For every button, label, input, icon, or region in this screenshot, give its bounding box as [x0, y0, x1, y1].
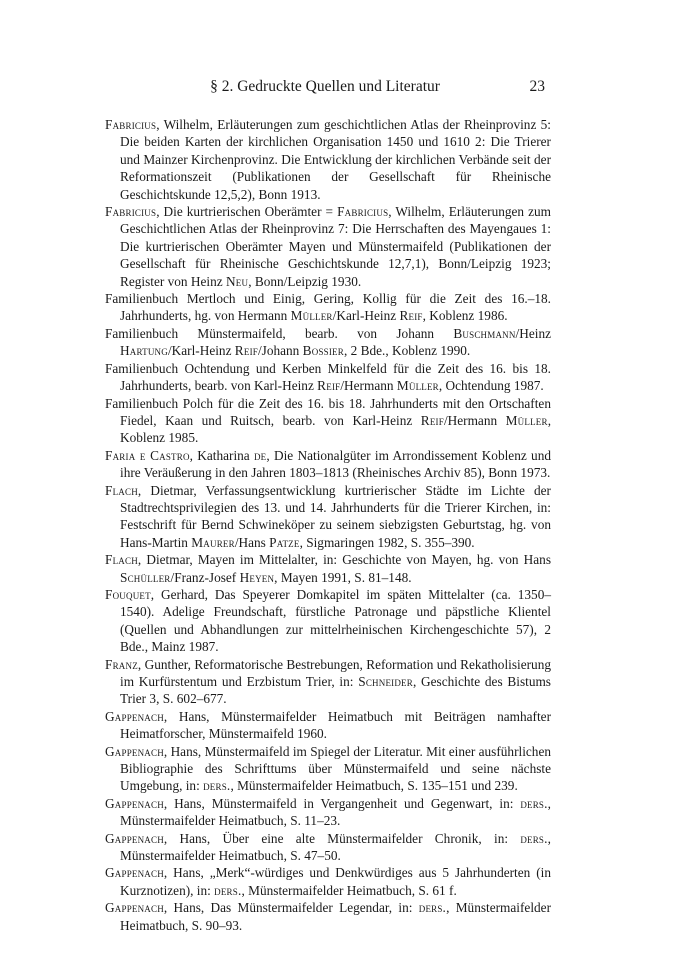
author-name: Gappenach — [105, 743, 164, 759]
entry-text: Familienbuch Ochtendung und Kerben Minkelfeld für die Zeit des 16. bis 18. Jahrhunderts, bearb. von Karl-Heinz — [105, 360, 551, 394]
bibliography-entry — [105, 360, 551, 395]
bibliography-entry — [105, 708, 551, 743]
author-name: Heyen — [239, 569, 275, 585]
entry-text: /Heinz — [515, 325, 551, 341]
author-name: Gappenach — [105, 708, 164, 724]
entry-text: , Geschichte des Bistums Trier 3, S. 602–677. — [120, 674, 551, 707]
author-name: Franz — [105, 656, 138, 672]
entry-text: , Ochtendung 1987. — [438, 378, 544, 394]
author-name: Reif — [420, 412, 444, 428]
entry-text: , Bonn/Leipzig 1930. — [248, 273, 362, 289]
author-name: Fabricius — [105, 117, 157, 132]
entry-text: , Münstermaifelder Heimatbuch, S. 11–23. — [120, 795, 551, 829]
bibliography-entry — [105, 116, 551, 203]
running-head-title: § 2. Gedruckte Quellen und Literatur — [210, 78, 440, 95]
author-name: Faria e Castro — [105, 447, 190, 463]
author-name: Maurer — [191, 534, 235, 550]
bibliography-entry — [105, 447, 551, 482]
entry-text: /Franz-Josef — [170, 569, 240, 585]
entry-text: , Hans, Das Münstermaifelder Legendar, in: — [163, 900, 419, 916]
author-name: Reif — [317, 378, 341, 394]
bibliography-entry — [105, 482, 551, 552]
entry-text: , Koblenz 1985. — [120, 412, 552, 446]
entry-text: , Münstermaifelder Heimatbuch, S. 135–151 und 239. — [230, 778, 518, 794]
running-head — [105, 78, 545, 104]
entry-text: , Gunther, Reformatorische Bestrebungen, Reformation und Rekatholisierung im Kurfürstentum und Erzbistum Trier, in: — [120, 656, 551, 689]
author-name: ders. — [418, 900, 447, 916]
author-name: Schüller — [120, 569, 171, 585]
bibliography-entry — [105, 795, 551, 830]
author-name: Reif — [399, 308, 423, 324]
bibliography-entry — [105, 656, 551, 708]
author-name: Müller — [396, 378, 439, 394]
author-name: Bossier — [302, 343, 344, 359]
entry-text: , Hans, Über eine alte Münstermaifelder Chronik, in: — [163, 830, 521, 846]
author-name: ders. — [203, 778, 231, 794]
bibliography-entry — [105, 743, 551, 795]
author-name: Fouquet — [105, 586, 151, 602]
entry-text: /Hermann — [443, 412, 506, 428]
author-name: Flach — [105, 552, 138, 568]
entry-text: Familienbuch Mertloch und Einig, Gering, Kollig für die Zeit des 16.–18. Jahrhunderts, hg. von Hermann — [105, 291, 551, 324]
entry-text: /Karl-Heinz — [332, 308, 400, 324]
author-name: Hartung — [120, 343, 168, 359]
author-name: Fabricius — [105, 204, 157, 220]
entry-text: /Johann — [257, 343, 303, 359]
bibliography-entry — [105, 899, 551, 934]
entry-text: , Hans, Münstermaifeld in Vergangenheit und Gegenwart, in: — [163, 795, 521, 811]
entry-text: Familienbuch Polch für die Zeit des 16. bis 18. Jahrhunderts mit den Ortschaften Fiedel, Kaan und Ruitsch, bearb. von Karl-Heinz — [105, 395, 551, 428]
entry-text: /Hans — [234, 534, 270, 550]
entry-text: , Hans, Münstermaifelder Heimatbuch mit Beiträgen namhafter Heimatforscher, Münstermaifeld 1960. — [120, 708, 551, 742]
bibliography-list — [105, 116, 551, 934]
author-name: ders. — [520, 830, 548, 846]
author-name: Reif — [234, 343, 258, 359]
author-name: Gappenach — [105, 830, 164, 846]
author-name: Neu — [225, 273, 249, 289]
entry-text: , Wilhelm, Erläuterungen zum geschichtlichen Atlas der Rheinprovinz 5: Die beiden Karten der kirchlichen Organisation 1450 und 1610 2: Die Trierer und Mainzer Kirchenprovinz. Die Entwicklung der kirchlichen Verbände seit der Reformationszeit (Publikationen der Gesellschaft für Rheinische Geschichtskunde 12,5,2), Bonn 1913. — [120, 117, 551, 202]
bibliography-entry — [105, 290, 551, 325]
author-name: Gappenach — [105, 865, 164, 881]
author-name: Gappenach — [105, 795, 164, 811]
entry-text: , Hans, Münstermaifeld im Spiegel der Literatur. Mit einer ausführlichen Bibliographie des Schrifttums über Münstermaifeld und seine nächste Umgebung, in: — [120, 743, 551, 794]
entry-text: Familienbuch Münstermaifeld, bearb. von Johann — [105, 325, 454, 341]
entry-text: , Münstermaifelder Heimatbuch, S. 90–93. — [120, 900, 551, 933]
entry-text: , Dietmar, Mayen im Mittelalter, in: Geschichte von Mayen, hg. von Hans — [137, 552, 551, 568]
bibliography-entry — [105, 325, 551, 360]
entry-text: , Die Nationalgüter im Arrondissement Koblenz und ihre Veräußerung in den Jahren 1803–1813 (Rheinisches Archiv 85), Bonn 1973. — [120, 447, 551, 481]
bibliography-entry — [105, 395, 551, 447]
bibliography-entry — [105, 551, 551, 586]
entry-text: , Gerhard, Das Speyerer Domkapitel im späten Mittelalter (ca. 1350–1540). Adelige Freundschaft, fürstliche Patronage und päpstliche Klientel (Quellen und Abhandlungen zur mittelrheinischen Kirchengeschichte 57), 2 Bde., Mainz 1987. — [120, 586, 551, 655]
entry-text: , Hans, „Merk“-würdiges und Denkwürdiges aus 5 Jahrhunderten (in Kurznotizen), in: — [120, 865, 551, 898]
entry-text: , Wilhelm, Erläuterungen zum Geschichtlichen Atlas der Rheinprovinz 7: Die Herrschaften des Mayengaues 1: Die kurtrierischen Oberämter Mayen und Münstermaifeld (Publikationen der Gesellschaft für Rheinische Geschichtskunde 12,7,1), Bonn/Leipzig 1923; Register von Heinz — [120, 204, 551, 289]
entry-text: , 2 Bde., Koblenz 1990. — [343, 343, 471, 359]
entry-text: , Dietmar, Verfassungsentwicklung kurtrierischer Städte im Lichte der Stadtrechtsprivilegien des 13. und 14. Jahrhunderts für die Trierer Kirchen, in: Festschrift für Bernd Schwineköper zu seinem siebzigsten Geburtstag, hg. von Hans-Martin — [120, 482, 551, 550]
author-name: de — [253, 447, 267, 463]
bibliography-entry — [105, 203, 551, 290]
bibliography-entry — [105, 830, 551, 865]
author-name: Patze — [269, 534, 300, 550]
entry-text: , Koblenz 1986. — [422, 308, 508, 324]
entry-text: /Karl-Heinz — [167, 343, 235, 359]
page-number: 23 — [529, 78, 545, 95]
entry-text: , Münstermaifelder Heimatbuch, S. 61 f. — [241, 882, 457, 898]
entry-text: , Die kurtrierischen Oberämter = — [156, 204, 338, 220]
entry-text: , Katharina — [189, 447, 254, 463]
author-name: ders. — [214, 882, 242, 898]
author-name: Buschmann — [453, 325, 516, 341]
bibliography-entry — [105, 864, 551, 899]
author-name: Müller — [290, 308, 333, 324]
entry-text: , Münstermaifelder Heimatbuch, S. 47–50. — [120, 830, 551, 864]
bibliography-entry — [105, 586, 551, 656]
entry-text: , Sigmaringen 1982, S. 355–390. — [299, 534, 475, 550]
author-name: Flach — [105, 482, 138, 498]
author-name: Fabricius — [337, 204, 389, 220]
entry-text: /Hermann — [340, 378, 397, 394]
entry-text: , Mayen 1991, S. 81–148. — [274, 569, 412, 585]
author-name: Müller — [505, 412, 548, 428]
author-name: Schneider — [358, 674, 413, 689]
author-name: ders. — [520, 795, 548, 811]
author-name: Gappenach — [105, 900, 164, 916]
